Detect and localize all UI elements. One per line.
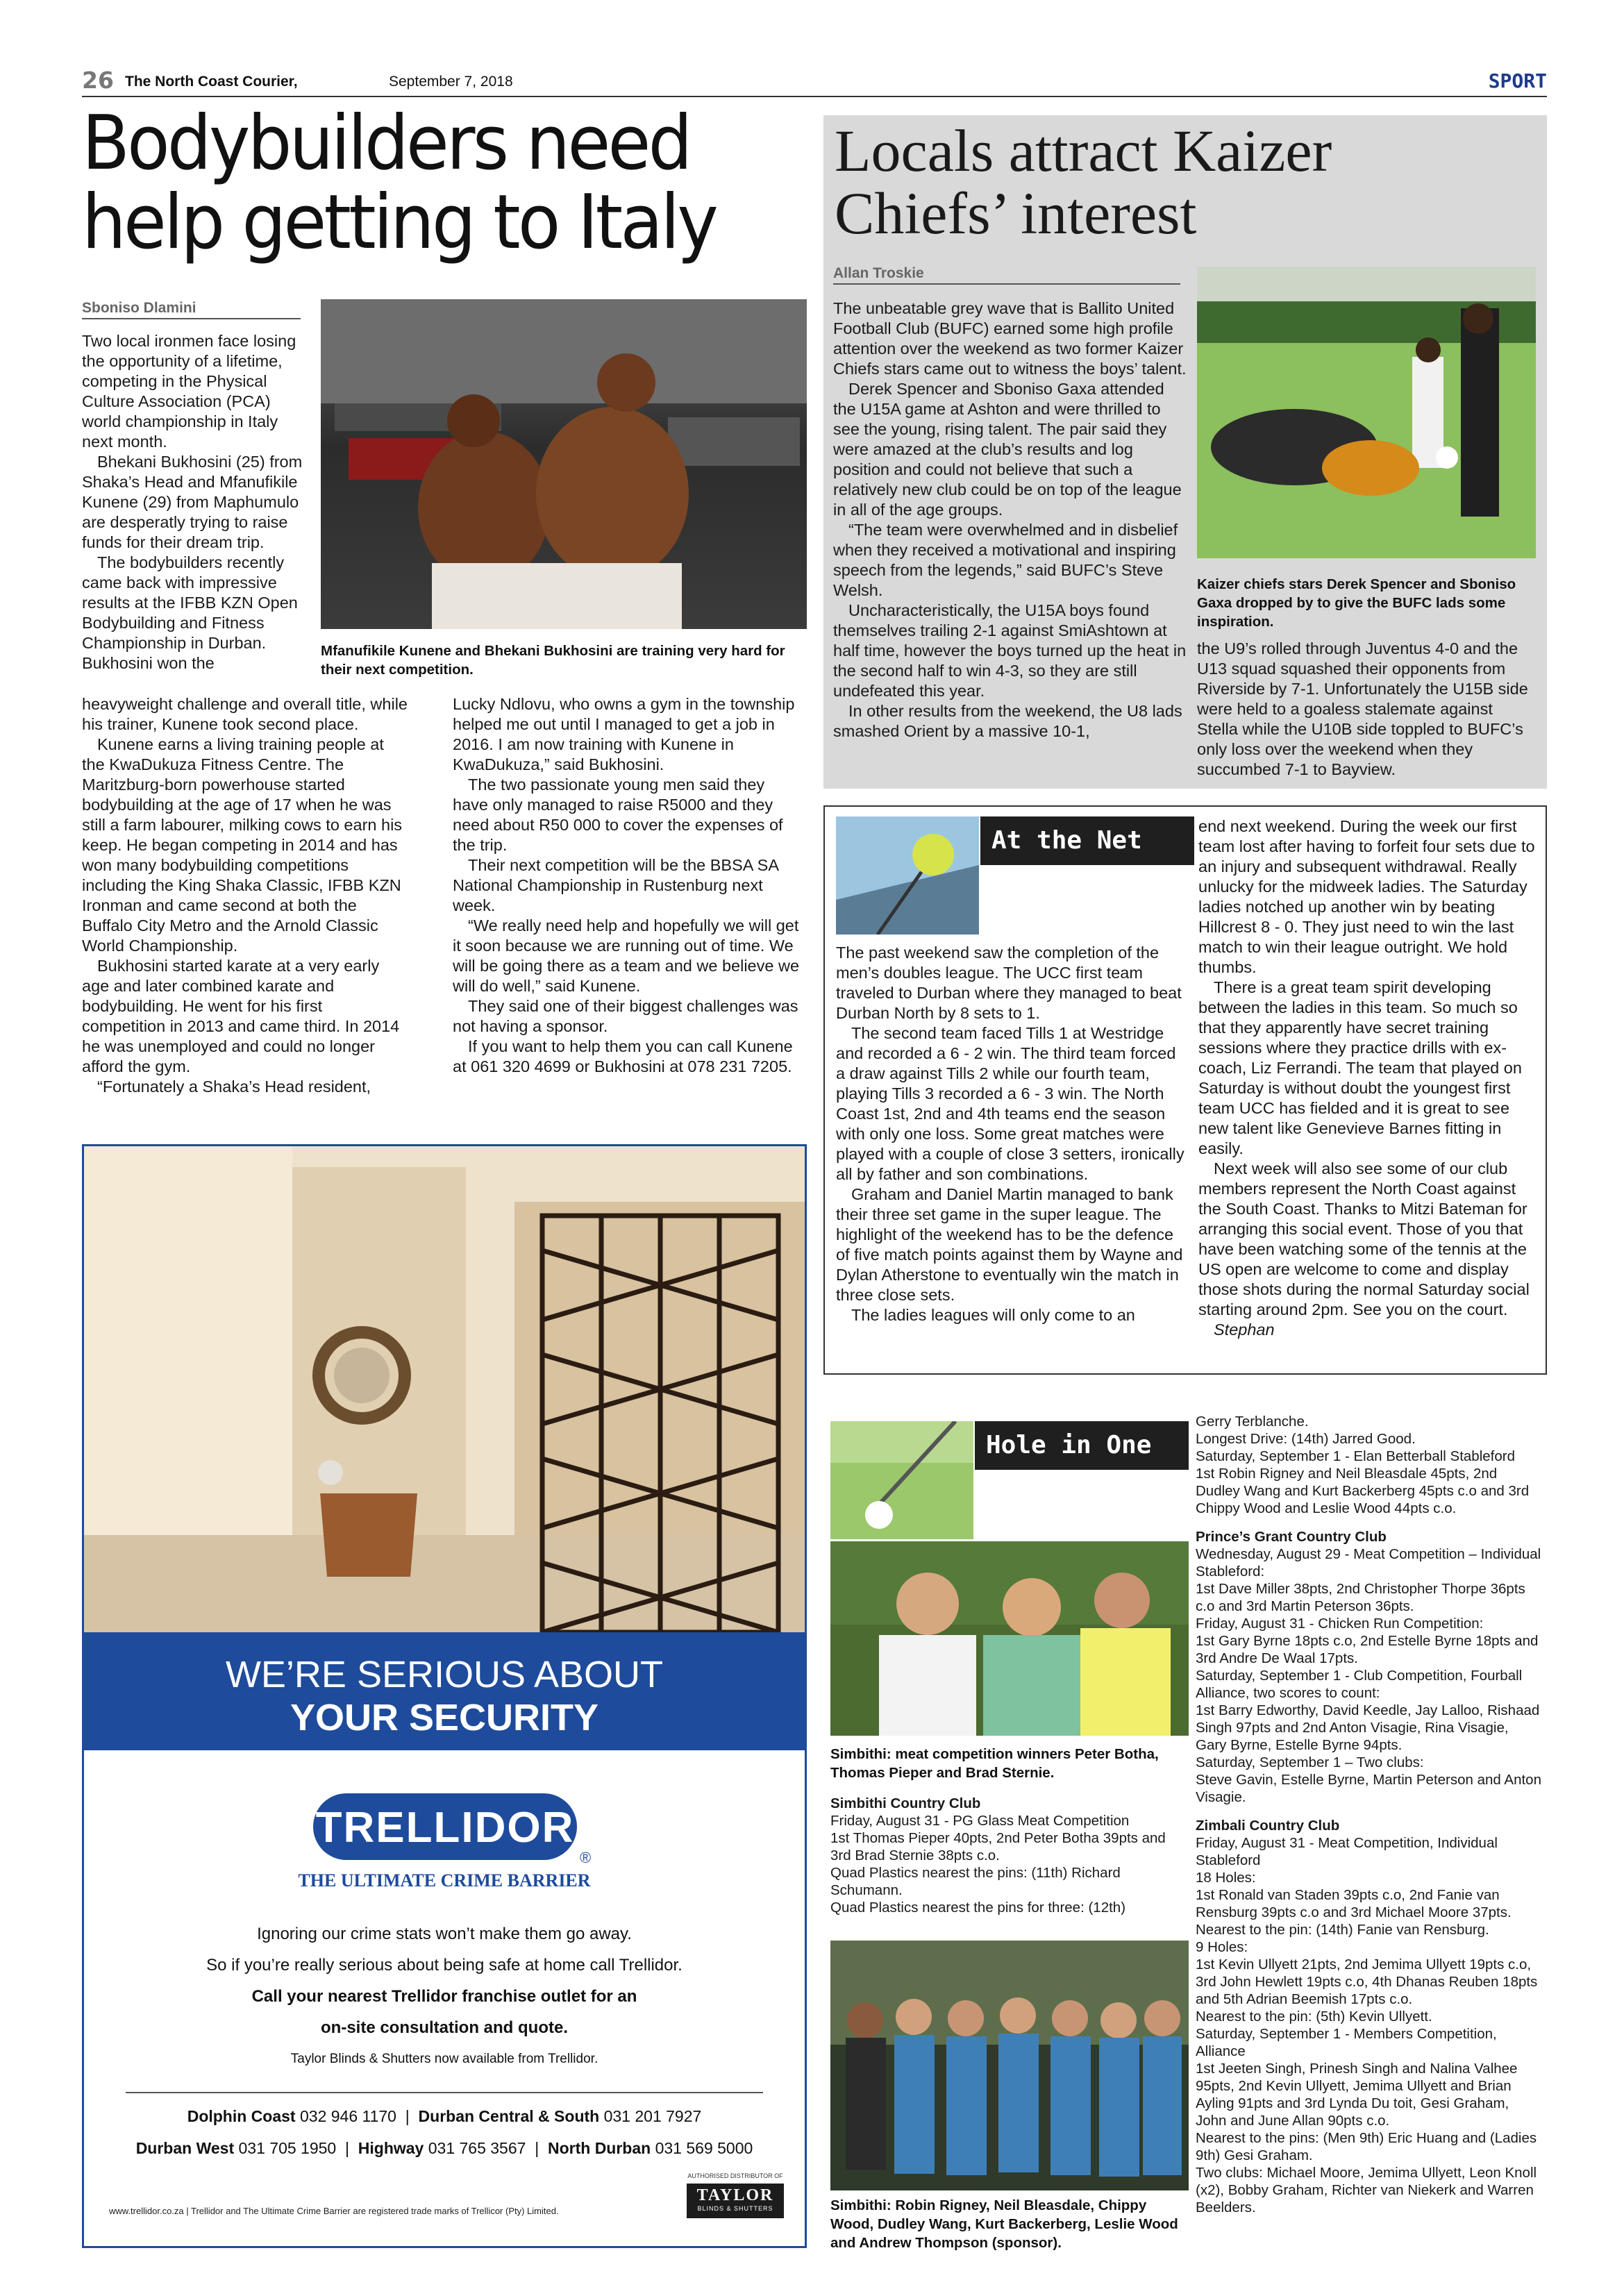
paragraph: Graham and Daniel Martin managed to bank their three set game in the super league. The highlight of the weekend has to be the defence of five match points against them by Wayne and Dylan Atherstone to eventually win the match in three close sets.	[836, 1185, 1183, 1304]
betterball-group-photo	[830, 1941, 1189, 2190]
issue-date: September 7, 2018	[389, 74, 513, 90]
trellidor-logo	[313, 1793, 577, 1860]
contact-area: North Durban	[547, 2139, 651, 2157]
kaizer-caption: Kaizer chiefs stars Derek Spencer and Sboniso Gaxa dropped by to give the BUFC lads some inspiration.	[1197, 576, 1516, 630]
net-col2	[1198, 816, 1540, 1340]
result-line: 1st Barry Edworthy, David Keedle, Jay Lalloo, Rishaad Singh 97pts and 2nd Anton Visagie, Rina Visagie, Gary Byrne, Estelle Byrne 94pts.	[1196, 1702, 1540, 1753]
taylor-logo-sub: BLINDS & SHUTTERS	[697, 2205, 773, 2212]
banner-line: YOUR SECURITY	[290, 1697, 599, 1738]
headline-line: help getting to Italy	[82, 179, 717, 266]
signoff: Stephan	[1214, 1321, 1275, 1339]
paragraph: Lucky Ndlovu, who owns a gym in the township helped me out until I managed to get a job in 2016. I am now training with Kunene in KwaDukuza,” said Bukhosini.	[453, 695, 795, 773]
tennis-photo	[836, 816, 979, 935]
ad-copy-line: on-site consultation and quote.	[321, 2018, 568, 2037]
contact-phone[interactable]: 031 201 7927	[603, 2107, 702, 2125]
ad-tagline: THE ULTIMATE CRIME BARRIER	[298, 1870, 591, 1891]
column-title-box	[980, 816, 1194, 865]
bodybuilders-photo	[321, 299, 807, 629]
paragraph: In other results from the weekend, the U8 lads smashed Orient by a massive 10-1,	[833, 702, 1182, 740]
paragraph: If you want to help them you can call Kunene at 061 320 4699 or Bukhosini at 078 231 7205.	[453, 1037, 793, 1075]
paragraph: Next week will also see some of our club members represent the North Coast against the South Coast. Thanks to Mitzi Bateman for arranging this social event. Those of you that have been watching some of the tennis at the US open are welcome to come and display those shots during the normal Saturday social starting around 2pm. See you on the court.	[1198, 1159, 1530, 1318]
page-number: 26	[82, 67, 114, 94]
paragraph: Uncharacteristically, the U15A boys found themselves trailing 2-1 against SmiAshtown at half time, however the boys turned up the heat in the second half to win 4-3, so they are still undefeated this year.	[833, 601, 1187, 700]
result-line: Friday, August 31 - Chicken Run Competition:	[1196, 1616, 1484, 1632]
net-col1	[836, 943, 1189, 1325]
paragraph: They said one of their biggest challenges was not having a sponsor.	[453, 997, 798, 1035]
contact-phone[interactable]: 031 705 1950	[238, 2139, 337, 2157]
result-line: Quad Plastics nearest the pins: (11th) Richard Schumann.	[830, 1865, 1121, 1898]
ad-copy	[84, 1918, 805, 2075]
security-gate-photo	[84, 1146, 805, 1632]
ad-copy-line: So if you’re really serious about being safe at home call Trellidor.	[206, 1956, 683, 1975]
kaizer-col2	[1197, 639, 1537, 780]
club-heading: Zimbali Country Club	[1196, 1818, 1340, 1834]
paragraph: the U9’s rolled through Juventus 4-0 and the U13 squad squashed their opponents from Riverside by 7-1. Unfortunately the U15B side were held to a goaless stalemate against Stella while the U10B side toppled to BUFC’s only loss over the weekend when they succumbed 7-1 to Bayview.	[1197, 639, 1528, 778]
kaizer-photo	[1197, 267, 1536, 558]
contact-area: Durban West	[135, 2139, 235, 2157]
column-title-box	[975, 1421, 1189, 1470]
logo-text: TRELLIDOR	[315, 1804, 575, 1852]
banner-line: WE’RE SERIOUS ABOUT	[225, 1654, 664, 1695]
contact-phone[interactable]: 031 765 3567	[428, 2139, 526, 2157]
headline-line: Chiefs’ interest	[835, 180, 1197, 246]
result-line: Longest Drive: (14th) Jarred Good.	[1196, 1431, 1416, 1447]
result-line: Saturday, September 1 - Elan Betterball Stableford	[1196, 1448, 1515, 1464]
taylor-logo-name: TAYLOR	[696, 2186, 774, 2204]
club-heading: Simbithi Country Club	[830, 1795, 981, 1811]
kaizer-article-box	[823, 115, 1547, 789]
result-line: Steve Gavin, Estelle Byrne, Martin Peterson and Anton Visagie.	[1196, 1772, 1541, 1805]
golf-results-col2	[1196, 1413, 1543, 2216]
ad-copy-line: Taylor Blinds & Shutters now available from Trellidor.	[290, 2052, 598, 2066]
result-line: Friday, August 31 - Meat Competition, Individual Stableford	[1196, 1835, 1498, 1868]
bodybuilders-col1	[82, 331, 311, 673]
result-line: Saturday, September 1 - Members Competition, Alliance	[1196, 2026, 1497, 2059]
paragraph: Bukhosini started karate at a very early age and later combined karate and bodybuilding. He went for his first competition in 2013 and came third. In 2014 he was unemployed and could no longer afford the gym.	[82, 957, 400, 1075]
distributor-label: AUTHORISED DISTRIBUTOR OF	[687, 2172, 783, 2179]
ad-banner	[84, 1632, 805, 1750]
paragraph: end next weekend. During the week our first team lost after having to forfeit four sets due to an injury and subsequent withdrawal. Really unlucky for the midweek ladies. The Saturday ladies notched up another win by beating Hillcrest 8 - 0. They just need to win the last match to win their league outright. We hold thumbs.	[1198, 817, 1535, 976]
paragraph: There is a great team spirit developing between the ladies in this team. So much so that they apparently have secret training sessions where they practice drills with ex-coach, Liz Ferrandi. The team that played on Saturday is without doubt the youngest first team UCC has fielded and it is great to see new talent like Genevieve Barnes fitting in easily.	[1198, 978, 1522, 1157]
result-line: 1st Jeeten Singh, Prinesh Singh and Nalina Valhee 95pts, 2nd Kevin Ullyett, Jemima Ullyett and Brian Ayling 91pts and 3rd Lynda Du toit, Gesi Graham, John and June Allan 90pts c.o.	[1196, 2061, 1518, 2129]
headline-line: Bodybuilders need	[82, 100, 690, 187]
paragraph: “The team were overwhelmed and in disbelief when they received a motivational and inspiring speech from the legends,” said BUFC’s Steve Welsh.	[833, 521, 1178, 599]
ad-footer: www.trellidor.co.za | Trellidor and The Ultimate Crime Barrier are registered trade marks of Trellicor (Pty) Limited.	[109, 2206, 559, 2216]
paragraph: Derek Spencer and Sboniso Gaxa attended the U15A game at Ashton and were thrilled to see the young, rising talent. The pair said they were amazed at the club’s results and log position and could not believe that such a relatively new club could be on top of the league in all of the age groups.	[833, 380, 1182, 519]
paragraph: “Fortunately a Shaka’s Head resident,	[97, 1078, 371, 1096]
ad-copy-line: Ignoring our crime stats won’t make them go away.	[257, 1925, 632, 1943]
paragraph: The unbeatable grey wave that is Ballito United Football Club (BUFC) earned some high profile attention over the weekend as two former Kaizer Chiefs stars came out to witness the boys’ talent.	[833, 299, 1187, 378]
result-line: Nearest to the pins: (Men 9th) Eric Huang and (Ladies 9th) Gesi Graham.	[1196, 2130, 1537, 2163]
result-line: Quad Plastics nearest the pins for three: (12th)	[830, 1900, 1126, 1916]
bodybuilders-headline	[82, 100, 753, 266]
result-line: 18 Holes:	[1196, 1870, 1256, 1886]
kaizer-col1	[833, 299, 1187, 741]
byline: Sboniso Dlamini	[82, 300, 301, 319]
paragraph: The ladies leagues will only come to an	[851, 1306, 1135, 1324]
contact-area: Highway	[358, 2139, 424, 2157]
result-line: 1st Gary Byrne 18pts c.o, 2nd Estelle Byrne 18pts and 3rd Andre De Waal 17pts.	[1196, 1633, 1539, 1666]
simbithi-results	[830, 1795, 1189, 1916]
paragraph: Two local ironmen face losing the opportunity of a lifetime, competing in the Physical Culture Association (PCA) world championship in Italy next month.	[82, 332, 296, 451]
result-line: Saturday, September 1 - Club Competition, Fourball Alliance, two scores to count:	[1196, 1668, 1523, 1701]
paragraph: “We really need help and hopefully we will get it soon because we are running out of time. We will be going there as a team and we believe we will do well,” said Kunene.	[453, 916, 800, 995]
result-line: Two clubs: Michael Moore, Jemima Ullyett, Leon Knoll (x2), Bobby Graham, Richter van Niekerk and Warren Beelders.	[1196, 2165, 1537, 2215]
column-title: Hole in One	[986, 1431, 1152, 1459]
contacts-row-1: Dolphin Coast 032 946 1170 | Durban Central & South 031 201 7927	[187, 2107, 702, 2125]
club-heading: Prince’s Grant Country Club	[1196, 1529, 1387, 1545]
result-line: Saturday, September 1 – Two clubs:	[1196, 1754, 1424, 1770]
section-label: SPORT	[1488, 69, 1547, 92]
golf-ball-photo	[830, 1421, 973, 1539]
result-line: Gerry Terblanche.	[1196, 1414, 1309, 1430]
result-line: 1st Kevin Ullyett 21pts, 2nd Jemima Ullyett 19pts c.o, 3rd John Hewlett 19pts c.o, 4th Dhanas Reuben 18pts and 5th Adrian Beemish 17pts c.o.	[1196, 1956, 1538, 2007]
hole-in-one-section	[823, 1413, 1547, 2249]
contact-area: Durban Central & South	[418, 2107, 600, 2125]
contacts-row-2: Durban West 031 705 1950 | Highway 031 765 3567 | North Durban 031 569 5000	[135, 2139, 753, 2157]
result-line: Wednesday, August 29 - Meat Competition – Individual Stableford:	[1196, 1546, 1541, 1579]
column-title: At the Net	[991, 826, 1142, 855]
ad-divider	[126, 2092, 763, 2093]
kaizer-headline	[835, 119, 1529, 244]
paragraph: The second team faced Tills 1 at Westridge and recorded a 6 - 2 win. The third team forced a draw against Tills 2 while our fourth team, playing Tills 3 recorded a 6 - 3 win. The North Coast 1st, 2nd and 4th teams end the season with only one loss. Some great matches were played with a couple of close 3 setters, ironically all by father and son combinations.	[836, 1024, 1184, 1183]
bodybuilders-caption: Mfanufikile Kunene and Bhekani Bukhosini are training very hard for their next competition.	[321, 643, 785, 678]
contact-phone[interactable]: 031 569 5000	[655, 2139, 753, 2157]
golf-caption-1: Simbithi: meat competition winners Peter Botha, Thomas Pieper and Brad Sternie.	[830, 1746, 1159, 1781]
publication-name: The North Coast Courier,	[125, 74, 298, 90]
headline-line: Locals attract Kaizer	[835, 117, 1332, 184]
result-line: Nearest to the pin: (5th) Kevin Ullyett.	[1196, 2009, 1432, 2025]
contact-phone[interactable]: 032 946 1170	[299, 2107, 396, 2125]
result-line: Friday, August 31 - PG Glass Meat Competition	[830, 1813, 1130, 1829]
bodybuilders-col1-wide	[82, 694, 408, 1097]
contact-area: Dolphin Coast	[187, 2107, 296, 2125]
golf-caption-2: Simbithi: Robin Rigney, Neil Bleasdale, Chippy Wood, Dudley Wang, Kurt Backerberg, Leslie Wood and Andrew Thompson (sponsor).	[830, 2197, 1178, 2251]
trellidor-advert	[82, 1144, 807, 2248]
ad-copy-line: Call your nearest Trellidor franchise outlet for an	[251, 1987, 637, 2006]
byline: Allan Troskie	[833, 265, 1180, 285]
taylor-logo	[687, 2184, 784, 2218]
result-line: 1st Thomas Pieper 40pts, 2nd Peter Botha 39pts and 3rd Brad Sternie 38pts c.o.	[830, 1830, 1166, 1863]
result-line: 1st Dave Miller 38pts, 2nd Christopher Thorpe 36pts c.o and 3rd Martin Peterson 36pts.	[1196, 1581, 1525, 1614]
paragraph: Kunene earns a living training people at the KwaDukuza Fitness Centre. The Maritzburg-born powerhouse started bodybuilding at the age of 17 when he was still a farm labourer, milking cows to earn his keep. He began competing in 2014 and has won many bodybuilding competitions including the King Shaka Classic, IFBB KZN Ironman and came second at both the Buffalo City Metro and the Arnold Classic World Championship.	[82, 735, 403, 955]
paragraph: heavyweight challenge and overall title, while his trainer, Kunene took second place.	[82, 695, 408, 733]
result-line: 1st Ronald van Staden 39pts c.o, 2nd Fanie van Rensburg 39pts c.o and 3rd Michael Moore 37pts.	[1196, 1887, 1512, 1920]
registered-mark: ®	[580, 1849, 592, 1866]
paragraph: The two passionate young men said they have only managed to raise R5000 and they need about R50 000 to cover the expenses of the trip.	[453, 776, 783, 854]
result-line: Nearest to the pin: (14th) Fanie van Rensburg.	[1196, 1922, 1489, 1938]
paragraph: The bodybuilders recently came back with impressive results at the IFBB KZN Open Bodybuilding and Fitness Championship in Durban. Bukhosini won the	[82, 553, 298, 672]
page-header	[82, 67, 1547, 97]
paragraph: The past weekend saw the completion of the men’s doubles league. The UCC first team traveled to Durban where they managed to beat Durban North by 8 sets to 1.	[836, 944, 1182, 1022]
paragraph: Bhekani Bukhosini (25) from Shaka’s Head and Mfanufikile Kunene (29) from Maphumulo are desperatly trying to raise funds for their dream trip.	[82, 453, 303, 551]
result-line: 9 Holes:	[1196, 1939, 1248, 1955]
result-line: 1st Robin Rigney and Neil Bleasdale 45pts, 2nd Dudley Wang and Kurt Backerberg 45pts c.o and 3rd Chippy Wood and Leslie Wood 44pts c.o.	[1196, 1466, 1530, 1516]
at-the-net-box	[823, 805, 1547, 1375]
paragraph: Their next competition will be the BBSA SA National Championship in Rustenburg next week.	[453, 856, 778, 914]
meat-winners-photo	[830, 1541, 1189, 1736]
bodybuilders-col2	[453, 694, 803, 1077]
